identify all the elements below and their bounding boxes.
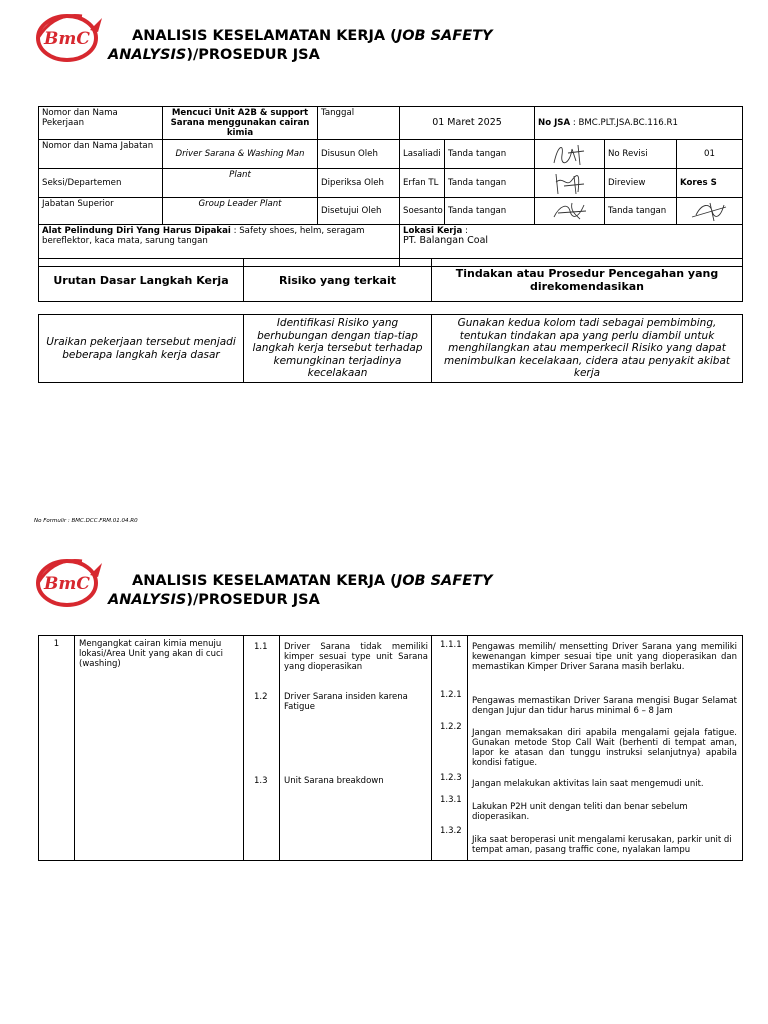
prepared-value: Lasaliadi xyxy=(400,140,445,169)
control-number: 1.2.1 xyxy=(440,690,462,700)
location-cell: Lokasi Kerja : PT. Balangan Coal xyxy=(400,225,743,267)
guide-controls: Gunakan kedua kolom tadi sebagai pembimbing, tentukan tindakan apa yang perlu diambil untuk menghilangkan atau memperkecil Risiko yang dapat menimbulkan kecelakaan, cidera atau penyakit akibat kerja xyxy=(432,315,743,383)
control-number: 1.1.1 xyxy=(440,640,462,650)
position-label: Nomor dan Nama Jabatan xyxy=(39,140,163,169)
control-item: Jangan melakukan aktivitas lain saat mengemudi unit. xyxy=(472,779,704,789)
page-2 xyxy=(0,545,768,1024)
control-item: Pengawas memastikan Driver Sarana mengisi Bugar Selamat dengan Jujur dan tidur harus minimal 6 – 8 Jam xyxy=(472,696,737,716)
step-table-header xyxy=(38,258,743,302)
guide-risks: Identifikasi Risiko yang berhubungan dengan tiap-tiap langkah kerja tersebut terhadap kemungkinan terjadinya kecelakaan xyxy=(244,315,432,383)
risk-number: 1.2 xyxy=(254,692,268,702)
job-value: Mencuci Unit A2B & support Sarana menggunakan cairan kimia xyxy=(163,107,318,140)
control-item: Jangan memaksakan diri apabila mengalami gejala fatigue. Gunakan metode Stop Call Wait (berhenti di tempat aman, lapor ke atasan dan tunggu instruksi selanjutnya) apabila kondisi fatigue. xyxy=(472,728,737,768)
signature-label: Tanda tangan xyxy=(445,169,535,198)
document-title-line-2: ANALYSIS)/PROSEDUR JSA xyxy=(108,47,320,63)
document-header xyxy=(34,8,734,68)
control-descriptions xyxy=(468,636,743,861)
logo-text: BmC xyxy=(44,29,90,49)
ppe-cell: Alat Pelindung Diri Yang Harus Dipakai : Safety shoes, helm, seragam bereflektor, kaca mata, sarung tangan xyxy=(39,225,400,267)
control-number: 1.3.2 xyxy=(440,826,462,836)
step-number: 1 xyxy=(39,636,75,861)
signature-checked xyxy=(535,169,605,198)
section-label: Seksi/Departemen xyxy=(39,169,163,198)
position-value: Driver Sarana & Washing Man xyxy=(163,140,318,169)
signature-label: Tanda tangan xyxy=(445,140,535,169)
handwritten-signature-icon xyxy=(550,199,590,223)
signature-approved xyxy=(535,198,605,225)
date-value: 01 Maret 2025 xyxy=(400,107,535,140)
approved-label: Disetujui Oleh xyxy=(318,198,400,225)
form-number: No Formulir : BMC.DCC.FRM.01.04.R0 xyxy=(34,518,138,524)
control-item: Jika saat beroperasi unit mengalami kerusakan, parkir unit di tempat aman, pasang traffic cone, nyalakan lampu xyxy=(472,835,732,855)
jsa-info-table xyxy=(38,106,743,267)
control-numbers xyxy=(432,636,468,861)
checked-label: Diperiksa Oleh xyxy=(318,169,400,198)
control-item: Lakukan P2H unit dengan teliti dan benar sebelum dioperasikan. xyxy=(472,802,688,822)
document-title-line-1: ANALISIS KESELAMATAN KERJA (JOB SAFETY xyxy=(132,573,493,589)
signature-prepared xyxy=(535,140,605,169)
handwritten-signature-icon xyxy=(690,199,730,223)
bmc-logo xyxy=(34,8,106,64)
risk-item: Unit Sarana breakdown xyxy=(284,776,384,786)
jsa-number: No JSA : BMC.PLT.JSA.BC.116.R1 xyxy=(535,107,743,140)
handwritten-signature-icon xyxy=(550,141,590,167)
risk-numbers xyxy=(244,636,280,861)
header-risks: Risiko yang terkait xyxy=(244,259,432,302)
control-item: Pengawas memilih/ mensetting Driver Sarana yang memiliki kewenangan kimper sesuai tipe unit yang dioperasikan dan memastikan Kimper Driver Sarana masih berlaku. xyxy=(472,642,737,672)
header-controls: Tindakan atau Prosedur Pencegahan yang direkomendasikan xyxy=(432,259,743,302)
guide-steps: Uraikan pekerjaan tersebut menjadi beberapa langkah kerja dasar xyxy=(39,315,244,383)
risk-descriptions xyxy=(280,636,432,861)
control-number: 1.2.3 xyxy=(440,773,462,783)
risk-item: Driver Sarana insiden karena Fatigue xyxy=(284,692,408,712)
header-steps: Urutan Dasar Langkah Kerja xyxy=(39,259,244,302)
date-label: Tanggal xyxy=(318,107,400,140)
control-number: 1.3.1 xyxy=(440,795,462,805)
document-title-line-2: ANALYSIS)/PROSEDUR JSA xyxy=(108,592,320,608)
bmc-logo xyxy=(34,553,106,609)
signature-label: Tanda tangan xyxy=(605,198,677,225)
revision-value: 01 xyxy=(677,140,743,169)
control-number: 1.2.2 xyxy=(440,722,462,732)
reviewed-value: Kores S xyxy=(677,169,743,198)
superior-value: Group Leader Plant xyxy=(163,198,318,225)
jsa-steps-table xyxy=(38,635,743,861)
document-title-line-1: ANALISIS KESELAMATAN KERJA (JOB SAFETY xyxy=(132,28,493,44)
section-value: Plant xyxy=(163,169,318,198)
reviewed-label: Direview xyxy=(605,169,677,198)
approved-value: Soesanto xyxy=(400,198,445,225)
job-label: Nomor dan Nama Pekerjaan xyxy=(39,107,163,140)
checked-value: Erfan TL xyxy=(400,169,445,198)
document-header xyxy=(34,553,734,613)
risk-number: 1.1 xyxy=(254,642,268,652)
guidance-table xyxy=(38,314,743,383)
handwritten-signature-icon xyxy=(550,170,590,196)
prepared-label: Disusun Oleh xyxy=(318,140,400,169)
signature-label: Tanda tangan xyxy=(445,198,535,225)
signature-reviewed xyxy=(677,198,743,225)
superior-label: Jabatan Superior xyxy=(39,198,163,225)
step-description: Mengangkat cairan kimia menuju lokasi/Area Unit yang akan di cuci (washing) xyxy=(75,636,244,861)
logo-text: BmC xyxy=(44,574,90,594)
risk-number: 1.3 xyxy=(254,776,268,786)
risk-item: Driver Sarana tidak memiliki kimper sesuai type unit Sarana yang dioperasikan xyxy=(284,642,428,672)
revision-label: No Revisi xyxy=(605,140,677,169)
